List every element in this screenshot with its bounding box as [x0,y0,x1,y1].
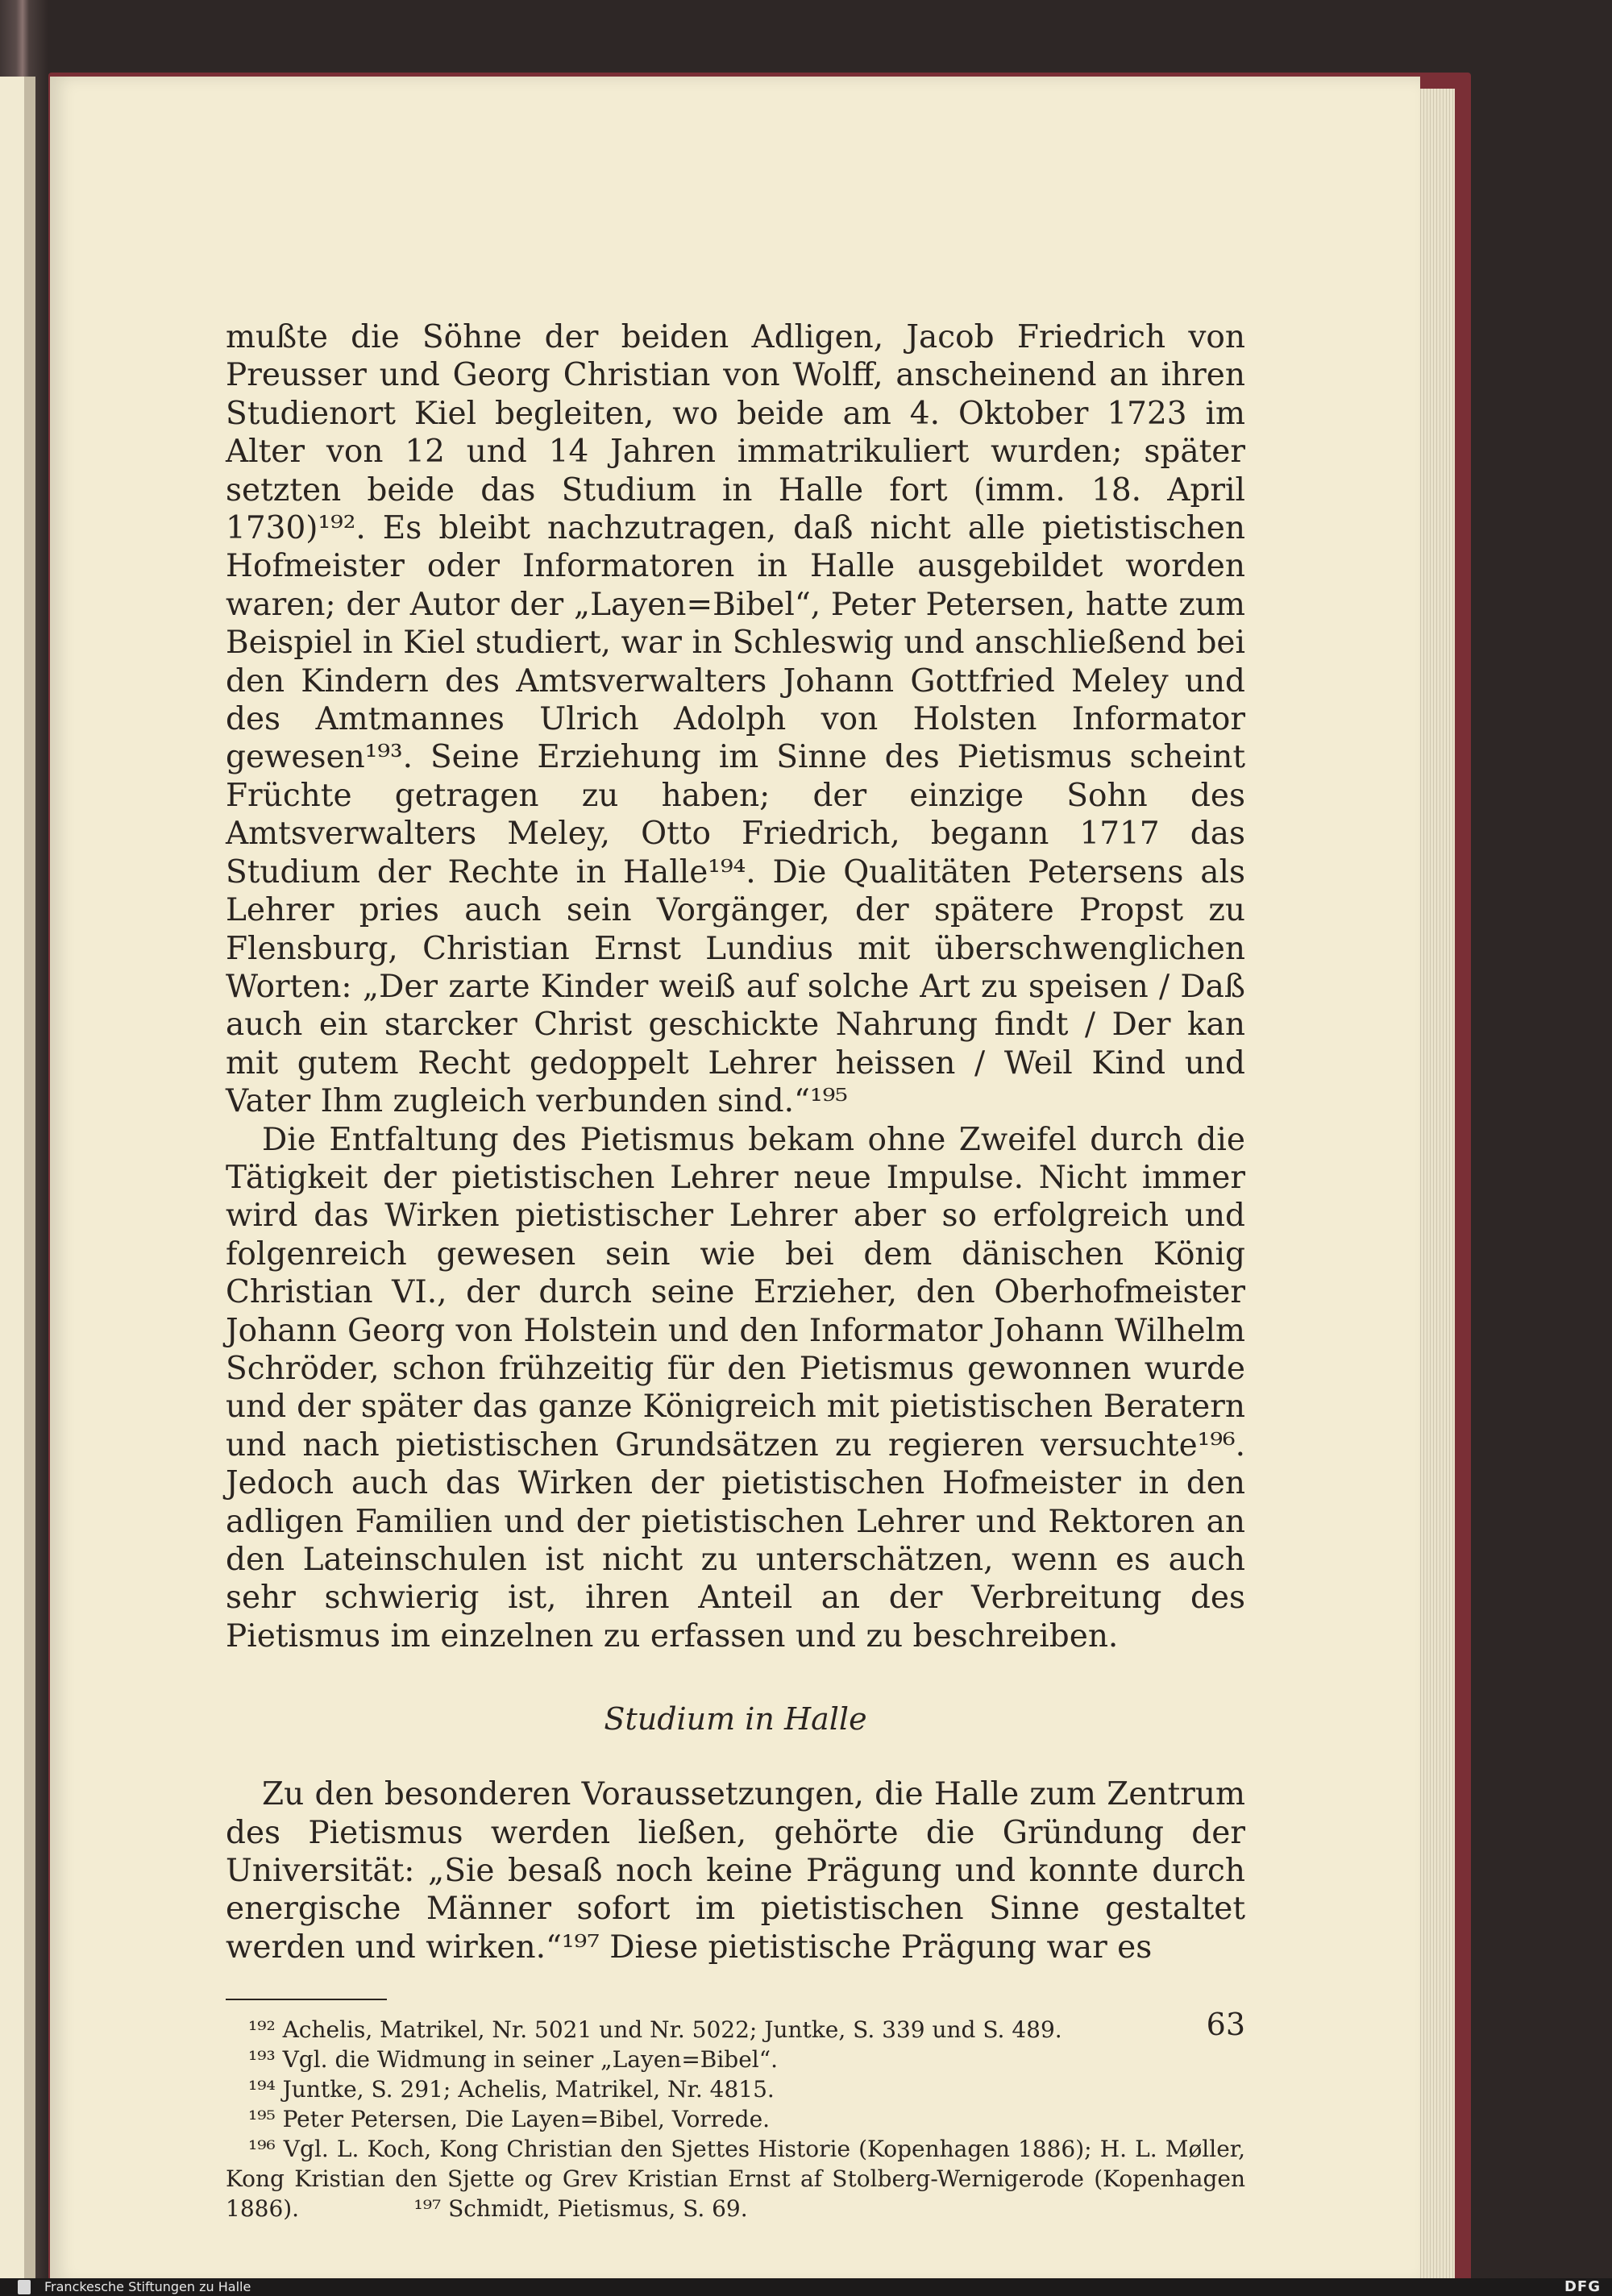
body-paragraph-2: Die Entfaltung des Pietismus bekam ohne Zweifel durch die Tätigkeit der pietistischen Lehrer neue Impulse. Nicht immer wird das Wirken pietistischer Lehrer aber so erfolgreich und folgenreich gewesen sein wie bei dem dänischen König Christian VI., der durch seine Erzieher, den Oberhofmeister Johann Georg von Holstein und den Informator Johann Wilhelm Schröder, schon frühzeitig für den Pietismus gewonnen wurde und der später das ganze Königreich mit pietistischen Beratern und nach pietistischen Grundsätzen zu regieren versuchte¹⁹⁶. Jedoch auch das Wirken der pietistischen Hofmeister in den adligen Familien und der pietistischen Lehrer und Rektoren an den Lateinschulen ist nicht zu unterschätzen, wenn es auch sehr schwierig ist, ihren Anteil an der Verbreitung des Pietismus im einzelnen zu erfassen und zu beschreiben. [226,1121,1245,1655]
footnote-rule [226,1999,387,2000]
footnote-193: ¹⁹³ Vgl. die Widmung in seiner „Layen=Bibel“. [248,2046,778,2074]
footnote-194: ¹⁹⁴ Juntke, S. 291; Achelis, Matrikel, Nr. 4815. [248,2076,775,2103]
book-page [50,77,1420,2285]
section-heading: Studium in Halle [604,1701,867,1738]
body-paragraph-1: mußte die Söhne der beiden Adligen, Jacob Friedrich von Preusser und Georg Christian von Wolff, anscheinend an ihren Studienort Kiel begleiten, wo beide am 4. Oktober 1723 im Alter von 12 und 14 Jahren immatrikuliert wurden; später setzten beide das Studium in Halle fort (imm. 18. April 1730)¹⁹². Es bleibt nachzutragen, daß nicht alle pietistischen Hofmeister oder Informatoren in Halle ausgebildet worden waren; der Autor der „Layen=Bibel“, Peter Petersen, hatte zum Beispiel in Kiel studiert, war in Schleswig und anschließend bei den Kindern des Amtsverwalters Johann Gottfried Meley und des Amtmannes Ulrich Adolph von Holsten Informator gewesen¹⁹³. Seine Erziehung im Sinne des Pietismus scheint Früchte getragen zu haben; der einzige Sohn des Amtsverwalters Meley, Otto Friedrich, begann 1717 das Studium der Rechte in Halle¹⁹⁴. Die Qualitäten Petersens als Lehrer pries auch sein Vorgänger, der spätere Propst zu Flensburg, Christian Ernst Lundius mit überschwenglichen Worten: „Der zarte Kinder weiß auf solche Art zu speisen / Daß auch ein starcker Christ geschickte Nahrung findt / Der kan mit gutem Recht gedoppelt Lehrer heissen / Weil Kind und Vater Ihm zugleich verbunden sind.“¹⁹⁵ [226,319,1245,1120]
footnotes [226,2015,1253,2223]
footnote-196-197: ¹⁹⁶ Vgl. L. Koch, Kong Christian den Sjettes Historie (Kopenhagen 1886); H. L. Møller, Kong Kristian den Sjette og Grev Kristian Ernst af Stolberg-Wernigerode (Kopenhagen 1886). ¹⁹⁷ Schmidt, Pietismus, S. 69. [226,2136,1253,2223]
body-paragraph-3: Zu den besonderen Voraussetzungen, die Halle zum Zentrum des Pietismus werden ließen, gehörte die Gründung der Universität: „Sie besaß noch keine Prägung und konnte durch energische Männer sofort im pietistischen Sinne gestaltet werden und wirken.“¹⁹⁷ Diese pietistische Prägung war es [226,1776,1245,1966]
dfg-logo[interactable]: DFG [1564,2278,1601,2295]
gutter [24,77,35,2285]
left-page-edge [0,77,26,2285]
publisher-label[interactable]: Franckesche Stiftungen zu Halle [44,2279,251,2294]
publisher-logo-icon [18,2280,31,2294]
footnote-192: ¹⁹² Achelis, Matrikel, Nr. 5021 und Nr. 5022; Juntke, S. 339 und S. 489. [248,2016,1062,2044]
footnote-195: ¹⁹⁵ Peter Petersen, Die Layen=Bibel, Vorrede. [248,2106,771,2133]
text-block [226,318,1253,2223]
page-number: 63 [1206,2007,1245,2042]
